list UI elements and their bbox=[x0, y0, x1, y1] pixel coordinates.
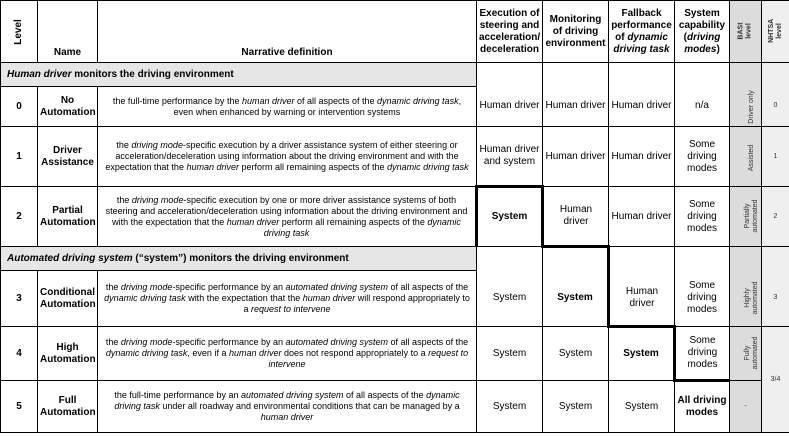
level-name: High Automation bbox=[38, 327, 98, 381]
def-text: of all aspects of the bbox=[294, 95, 378, 106]
def-em: human driver bbox=[302, 293, 356, 303]
monitoring-cell: System bbox=[543, 271, 609, 327]
section-human-capability-blank bbox=[675, 63, 730, 87]
header-bast bbox=[730, 1, 762, 63]
level-name: Conditional Automation bbox=[38, 271, 98, 327]
header-fallback-em: dynamic driving task bbox=[613, 31, 670, 55]
def-text: -specific performance by an bbox=[172, 337, 286, 347]
def-text: -specific execution by one or more driver assistance systems of both steering and acceleration/deceleration using information about the driving environment and with the expectation that the bbox=[105, 194, 468, 227]
section-auto-bast-blank bbox=[730, 247, 762, 271]
monitoring-cell: Human driver bbox=[543, 87, 609, 127]
def-em: automated driving system bbox=[285, 282, 389, 292]
def-text: -specific execution by a driver assistance system of either steering or acceleration/deceleration using information about the driving environment and with the expectation that the bbox=[105, 140, 459, 172]
bast-cell bbox=[730, 327, 762, 381]
header-bast-label: BASt level bbox=[737, 22, 753, 40]
header-name: Name bbox=[38, 1, 98, 63]
bast-cell bbox=[730, 127, 762, 187]
bast-cell bbox=[730, 87, 762, 127]
nhtsa-cell: 1 bbox=[762, 127, 789, 187]
section-auto-execution-blank bbox=[477, 247, 543, 271]
row-level-3 bbox=[1, 271, 789, 327]
row-level-0 bbox=[1, 87, 789, 127]
capability-cell: Some driving modes bbox=[675, 127, 730, 187]
def-text: under all roadway and environmental conditions that can be managed by a bbox=[159, 401, 460, 411]
header-capability-text: System capability ( bbox=[678, 7, 726, 43]
execution-cell: Human driver bbox=[477, 87, 543, 127]
fallback-cell: Human driver bbox=[609, 127, 675, 187]
def-text: the bbox=[105, 282, 121, 292]
bast-label: Partially automated bbox=[744, 199, 759, 233]
def-text: the bbox=[116, 140, 132, 150]
row-level-4 bbox=[1, 327, 789, 381]
level-definition bbox=[98, 327, 477, 381]
fallback-cell: Human driver bbox=[609, 271, 675, 327]
fallback-cell: Human driver bbox=[609, 187, 675, 247]
execution-cell: System bbox=[477, 381, 543, 433]
capability-cell: Some driving modes bbox=[675, 327, 730, 381]
section-human-bast-blank bbox=[730, 63, 762, 87]
capability-cell: Some driving modes bbox=[675, 187, 730, 247]
header-nhtsa bbox=[762, 1, 789, 63]
section-human-nhtsa-blank bbox=[762, 63, 789, 87]
nhtsa-cell: 0 bbox=[762, 87, 789, 127]
header-capability-close: ) bbox=[716, 43, 720, 55]
level-name: Driver Assistance bbox=[38, 127, 98, 187]
def-text: of all aspects of the bbox=[388, 282, 469, 292]
level-number: 3 bbox=[1, 271, 38, 327]
monitoring-cell: Human driver bbox=[543, 127, 609, 187]
header-capability-em: driving modes bbox=[684, 31, 721, 55]
monitoring-cell: System bbox=[543, 327, 609, 381]
section-auto-capability-blank bbox=[675, 247, 730, 271]
def-text: , even when enhanced by warning or intervention systems bbox=[173, 95, 462, 117]
def-text: will respond appropriately to a bbox=[243, 293, 470, 314]
def-text: the full-time performance by an bbox=[114, 390, 241, 400]
fallback-cell: Human driver bbox=[609, 87, 675, 127]
level-definition bbox=[98, 127, 477, 187]
section-auto-nhtsa-blank bbox=[762, 247, 789, 271]
def-text: , even if a bbox=[187, 348, 229, 358]
monitoring-cell: System bbox=[543, 381, 609, 433]
def-em: driving mode bbox=[120, 337, 173, 347]
section-human-text: monitors the driving environment bbox=[71, 68, 234, 80]
section-auto-text: (“system”) monitors the driving environment bbox=[132, 252, 349, 264]
def-em: request to intervene bbox=[250, 304, 331, 314]
bast-cell bbox=[730, 187, 762, 247]
execution-cell: System bbox=[477, 187, 543, 247]
section-auto-monitoring-blank bbox=[543, 247, 609, 271]
level-number: 1 bbox=[1, 127, 38, 187]
bast-cell bbox=[730, 271, 762, 327]
section-auto-row bbox=[1, 247, 789, 271]
def-em: automated driving system bbox=[285, 337, 389, 347]
def-text: of all aspects of the bbox=[343, 390, 427, 400]
level-name: Partial Automation bbox=[38, 187, 98, 247]
def-text: the bbox=[105, 337, 121, 347]
section-human-fallback-blank bbox=[609, 63, 675, 87]
bast-label: Fully automated bbox=[744, 336, 759, 370]
capability-cell: Some driving modes bbox=[675, 271, 730, 327]
section-human-em: Human driver bbox=[7, 68, 72, 80]
capability-cell: n/a bbox=[675, 87, 730, 127]
row-level-1 bbox=[1, 127, 789, 187]
header-execution: Execution of steering and acceleration/ deceleration bbox=[477, 1, 543, 63]
level-number: 4 bbox=[1, 327, 38, 381]
bast-label: Driver only bbox=[748, 90, 755, 124]
def-text: the full-time performance by the bbox=[112, 95, 242, 106]
level-definition bbox=[98, 187, 477, 247]
row-level-5 bbox=[1, 381, 789, 433]
header-level bbox=[1, 1, 38, 63]
nhtsa-cell: 3 bbox=[762, 271, 789, 327]
section-auto-em: Automated driving system bbox=[7, 252, 133, 264]
def-em: human driver bbox=[228, 348, 282, 358]
header-level-label: Level bbox=[12, 18, 24, 45]
section-human bbox=[1, 63, 477, 87]
level-definition bbox=[98, 381, 477, 433]
header-capability bbox=[675, 1, 730, 63]
def-em: driving mode bbox=[131, 140, 183, 150]
execution-cell: Human driver and system bbox=[477, 127, 543, 187]
header-narrative: Narrative definition bbox=[98, 1, 477, 63]
section-auto-fallback-blank bbox=[609, 247, 675, 271]
level-name: Full Automation bbox=[38, 381, 98, 433]
def-em: dynamic driving task bbox=[387, 162, 469, 172]
def-em: human driver bbox=[226, 216, 280, 227]
section-human-execution-blank bbox=[477, 63, 543, 87]
execution-cell: System bbox=[477, 271, 543, 327]
level-number: 2 bbox=[1, 187, 38, 247]
def-text: of all aspects of the bbox=[388, 337, 469, 347]
header-row bbox=[1, 1, 789, 63]
def-text: does not respond appropriately to a bbox=[281, 348, 429, 358]
header-fallback bbox=[609, 1, 675, 63]
level-definition bbox=[98, 271, 477, 327]
section-auto bbox=[1, 247, 477, 271]
level-definition bbox=[98, 87, 477, 127]
def-em: dynamic driving task bbox=[104, 293, 186, 303]
def-em: human driver bbox=[241, 95, 295, 106]
def-text: the bbox=[116, 194, 132, 205]
header-fallback-text: Fallback performance of bbox=[611, 7, 672, 43]
def-em: request to intervene bbox=[268, 348, 469, 369]
def-text: perform all remaining aspects of the bbox=[279, 216, 428, 227]
nhtsa-cell: 2 bbox=[762, 187, 789, 247]
def-text: -specific performance by an bbox=[172, 282, 286, 292]
level-number: 5 bbox=[1, 381, 38, 433]
row-level-2 bbox=[1, 187, 789, 247]
def-text: perform all remaining aspects of the bbox=[238, 162, 388, 172]
section-human-monitoring-blank bbox=[543, 63, 609, 87]
monitoring-cell: Human driver bbox=[543, 187, 609, 247]
bast-label: Assisted bbox=[748, 144, 755, 171]
def-em: automated driving system bbox=[240, 390, 344, 400]
capability-cell: All driving modes bbox=[675, 381, 730, 433]
fallback-cell: System bbox=[609, 327, 675, 381]
header-monitoring: Monitoring of driving environment bbox=[543, 1, 609, 63]
fallback-cell: System bbox=[609, 381, 675, 433]
level-number: 0 bbox=[1, 87, 38, 127]
def-em: dynamic driving task bbox=[263, 216, 461, 238]
def-text: with the expectation that the bbox=[185, 293, 303, 303]
def-em: dynamic driving task bbox=[105, 348, 188, 358]
bast-cell: - bbox=[730, 381, 762, 433]
bast-label: Highly automated bbox=[744, 281, 759, 315]
section-human-row bbox=[1, 63, 789, 87]
def-em: human driver bbox=[186, 162, 239, 172]
nhtsa-cell: 3/4 bbox=[762, 327, 789, 433]
def-em: dynamic driving task bbox=[377, 95, 459, 106]
header-nhtsa-label: NHTSA level bbox=[767, 18, 783, 43]
level-name: No Automation bbox=[38, 87, 98, 127]
def-em: dynamic driving task bbox=[114, 390, 460, 411]
def-em: driving mode bbox=[120, 282, 173, 292]
def-em: driving mode bbox=[131, 194, 184, 205]
execution-cell: System bbox=[477, 327, 543, 381]
def-em: human driver bbox=[260, 412, 314, 422]
